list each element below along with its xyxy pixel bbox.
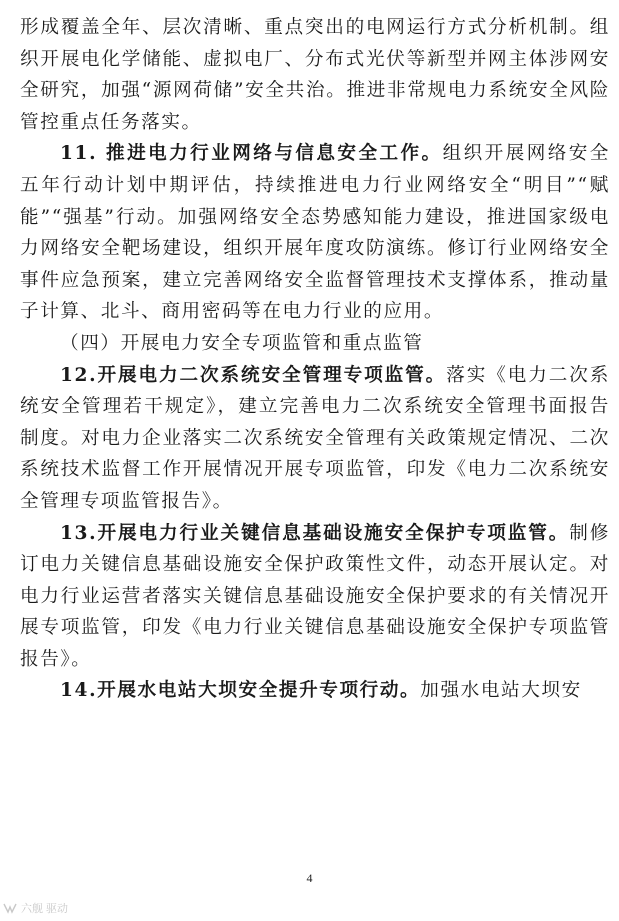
paragraph-continuation	[20, 12, 610, 138]
item-body-13: 制修订电力关键信息基础设施安全保护政策性文件，动态开展认定。对电力行业运营者落实关键信息基础设施安全保护要求的有关情况开展专项监管，印发《电力行业关键信息基础设施安全保护专项监管报告》。	[20, 522, 611, 670]
paragraph-item-14	[20, 675, 610, 707]
page-number: 4	[306, 871, 313, 885]
section-heading-4	[20, 328, 610, 360]
watermark-text: 六舰 驱动	[21, 903, 69, 915]
item-body-12: 落实《电力二次系统安全管理若干规定》，建立完善电力二次系统安全管理书面报告制度。对电力企业落实二次系统安全管理有关政策规定情况、二次系统技术监督工作开展情况开展专项监管，印发《电力二次系统安全管理专项监管报告》。	[20, 364, 610, 512]
item-body-14: 加强水电站大坝安	[420, 680, 582, 702]
section-heading-text: （四）开展电力安全专项监管和重点监管	[60, 332, 424, 354]
paragraph-item-11	[20, 138, 610, 328]
item-title-13: 13.开展电力行业关键信息基础设施安全保护专项监管。	[60, 522, 570, 544]
item-title-14: 14.开展水电站大坝安全提升专项行动。	[60, 680, 421, 702]
watermark-logo-icon	[3, 902, 17, 914]
paragraph-item-13	[20, 518, 610, 676]
watermark	[3, 900, 68, 916]
paragraph-body: 形成覆盖全年、层次清晰、重点突出的电网运行方式分析机制。组织开展电化学储能、虚拟电厂、分布式光伏等新型并网主体涉网安全研究，加强“源网荷储”安全共治。推进非常规电力系统安全风险管控重点任务落实。	[20, 17, 610, 133]
document-body	[20, 12, 610, 707]
item-body-11: 组织开展网络安全五年行动计划中期评估，持续推进电力行业网络安全“明目”“赋能”“强基”行动。加强网络安全态势感知能力建设，推进国家级电力网络安全靶场建设，组织开展年度攻防演练。修订行业网络安全事件应急预案，建立完善网络安全监督管理技术支撑体系，推动量子计算、北斗、商用密码等在电力行业的应用。	[20, 143, 610, 323]
item-title-11: 11. 推进电力行业网络与信息安全工作。	[60, 143, 443, 165]
item-title-12: 12.开展电力二次系统安全管理专项监管。	[60, 364, 447, 386]
paragraph-item-12	[20, 360, 610, 518]
